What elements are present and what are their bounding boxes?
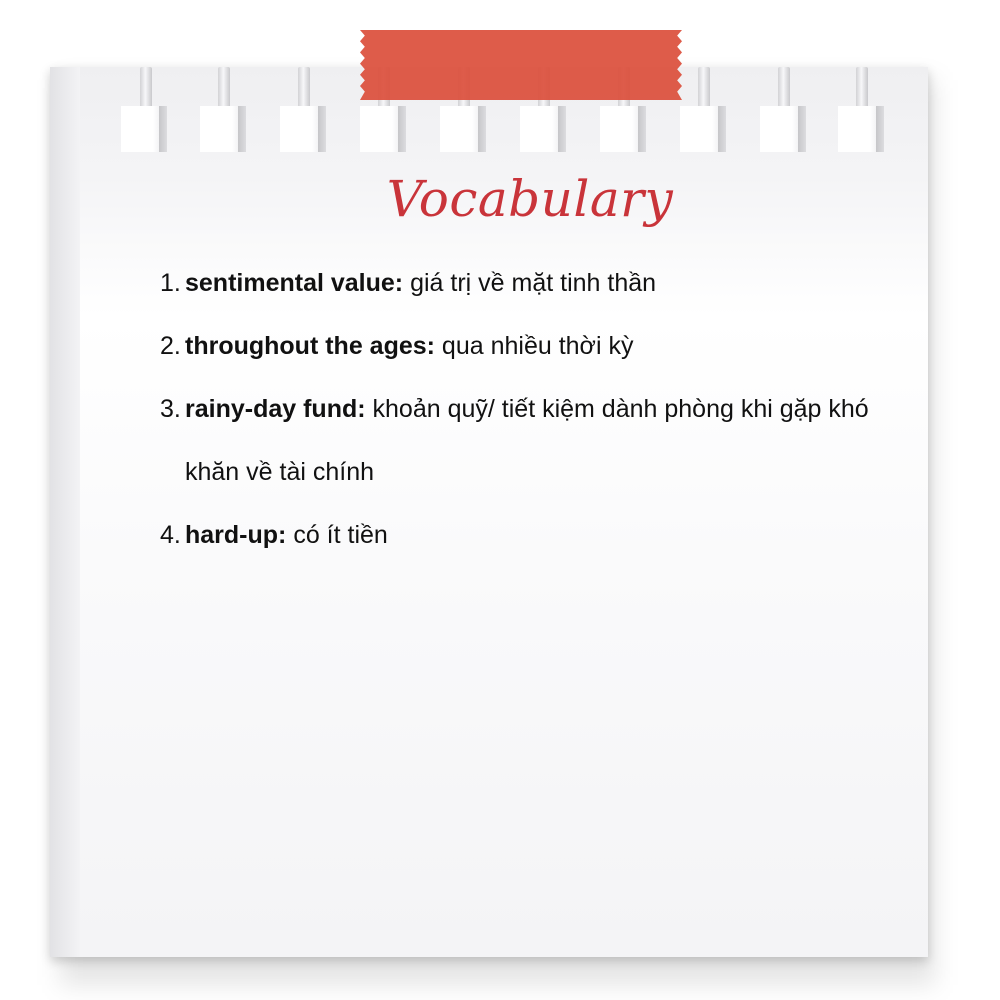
vocab-meaning: qua nhiều thời kỳ	[434, 332, 634, 360]
item-body	[185, 378, 890, 504]
item-body	[185, 315, 890, 378]
vocab-term: hard-up:	[185, 521, 287, 549]
page-title: Vocabulary	[386, 170, 674, 228]
vocab-meaning: có ít tiền	[286, 521, 388, 549]
item-number: 3.	[160, 395, 181, 423]
list-item	[160, 315, 890, 378]
vocab-meaning: khoản quỹ/ tiết kiệm dành phòng khi gặp khó khăn về tài chính	[185, 395, 869, 486]
binder-ring	[778, 67, 790, 109]
vocab-term: rainy-day fund:	[185, 395, 366, 423]
binder-ring	[218, 67, 230, 109]
binder-ring	[856, 67, 868, 109]
binder-hole-shade	[398, 106, 406, 152]
paper-edge	[50, 67, 80, 957]
binder-hole-shade	[478, 106, 486, 152]
item-number: 2.	[160, 332, 181, 360]
binder-hole-shade	[558, 106, 566, 152]
vocabulary-list	[160, 252, 890, 567]
binder-hole-shade	[238, 106, 246, 152]
binder-hole-shade	[718, 106, 726, 152]
binder-ring	[698, 67, 710, 109]
binder-hole-shade	[876, 106, 884, 152]
list-item	[160, 504, 890, 567]
washi-tape	[360, 30, 682, 100]
item-number: 4.	[160, 521, 181, 549]
list-item	[160, 378, 890, 504]
binder-hole-shade	[159, 106, 167, 152]
item-body	[185, 252, 890, 315]
vocab-term: throughout the ages:	[185, 332, 435, 360]
binder-hole-shade	[798, 106, 806, 152]
item-number: 1.	[160, 269, 181, 297]
binder-ring	[298, 67, 310, 109]
vocab-term: sentimental value:	[185, 269, 404, 297]
binder-hole-shade	[638, 106, 646, 152]
vocab-meaning: giá trị về mặt tinh thần	[403, 269, 657, 297]
binder-ring	[140, 67, 152, 109]
list-item	[160, 252, 890, 315]
item-body	[185, 504, 890, 567]
binder-hole-shade	[318, 106, 326, 152]
